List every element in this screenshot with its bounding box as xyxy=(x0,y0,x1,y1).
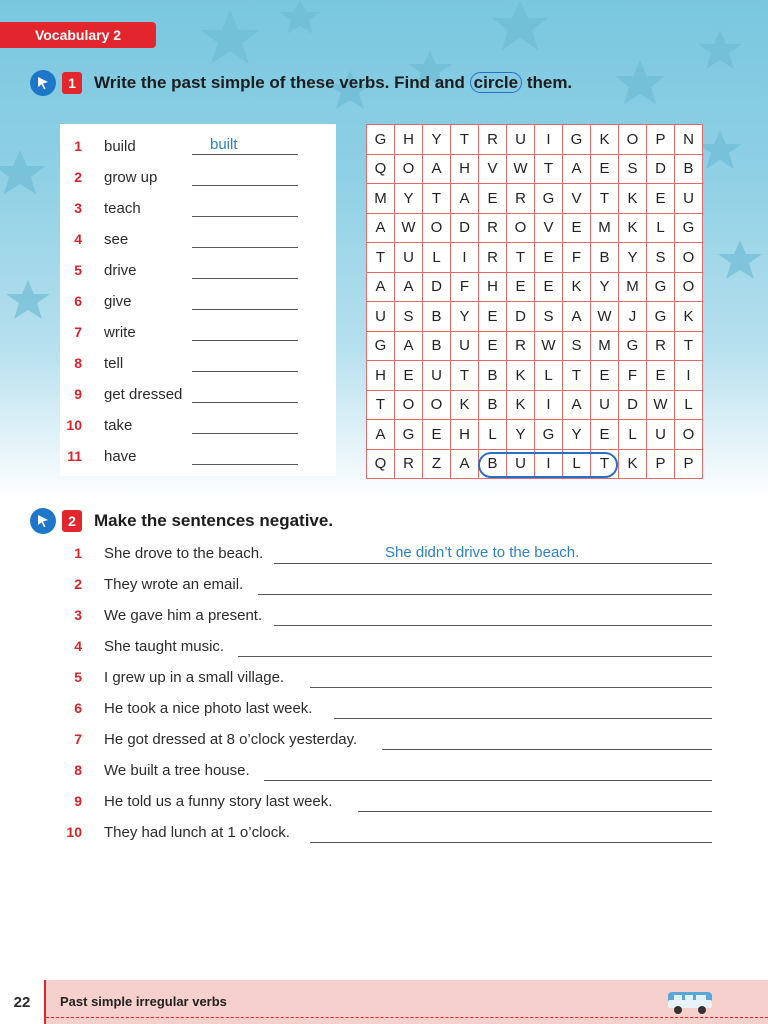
grid-cell[interactable]: V xyxy=(563,184,591,214)
grid-cell[interactable]: Y xyxy=(451,302,479,332)
grid-cell[interactable]: K xyxy=(507,391,535,421)
grid-cell[interactable]: O xyxy=(423,391,451,421)
grid-cell[interactable]: I xyxy=(451,243,479,273)
grid-cell[interactable]: S xyxy=(647,243,675,273)
exercise-number: 1 xyxy=(62,72,82,94)
grid-cell[interactable]: T xyxy=(591,450,619,480)
grid-cell[interactable]: T xyxy=(675,332,703,362)
grid-cell[interactable]: U xyxy=(507,125,535,155)
footer-title: Past simple irregular verbs xyxy=(60,994,227,1009)
grid-cell[interactable]: B xyxy=(675,155,703,185)
grid-cell[interactable]: E xyxy=(591,155,619,185)
answer-line[interactable] xyxy=(274,563,712,564)
grid-cell[interactable]: E xyxy=(479,184,507,214)
grid-cell[interactable]: S xyxy=(619,155,647,185)
grid-cell[interactable]: K xyxy=(451,391,479,421)
grid-cell[interactable]: T xyxy=(591,184,619,214)
grid-cell[interactable]: I xyxy=(535,391,563,421)
answer-line[interactable] xyxy=(192,185,298,186)
grid-cell[interactable]: O xyxy=(675,243,703,273)
grid-cell[interactable]: G xyxy=(647,273,675,303)
grid-cell[interactable]: I xyxy=(535,450,563,480)
answer-text: She didn’t drive to the beach. xyxy=(385,544,580,561)
answer-line[interactable] xyxy=(192,340,298,341)
grid-cell[interactable]: Y xyxy=(591,273,619,303)
grid-cell[interactable]: S xyxy=(535,302,563,332)
page-number: 22 xyxy=(0,980,46,1024)
grid-cell[interactable]: G xyxy=(535,420,563,450)
word-search-grid[interactable] xyxy=(366,124,703,479)
grid-cell[interactable]: L xyxy=(647,214,675,244)
grid-cell[interactable]: Y xyxy=(563,420,591,450)
grid-cell[interactable]: L xyxy=(675,391,703,421)
grid-cell[interactable]: Y xyxy=(619,243,647,273)
grid-cell[interactable]: B xyxy=(591,243,619,273)
grid-cell[interactable]: T xyxy=(563,361,591,391)
grid-cell[interactable]: E xyxy=(479,302,507,332)
grid-cell[interactable]: E xyxy=(563,214,591,244)
grid-cell[interactable]: U xyxy=(647,420,675,450)
grid-cell[interactable]: G xyxy=(367,332,395,362)
grid-cell[interactable]: Y xyxy=(395,184,423,214)
grid-cell[interactable]: E xyxy=(591,420,619,450)
grid-cell[interactable]: B xyxy=(479,361,507,391)
grid-cell[interactable]: G xyxy=(647,302,675,332)
exercise-2-heading xyxy=(30,508,333,534)
answer-line[interactable] xyxy=(192,216,298,217)
camper-van-icon xyxy=(666,988,716,1016)
answer-line[interactable] xyxy=(192,247,298,248)
verb-list: 1 build built 2 grow up 3 teach 4 see 5 drive 6 give 7 write 8 tell 9 get dressed 10 take 11 have xyxy=(60,124,336,476)
grid-cell[interactable]: G xyxy=(535,184,563,214)
grid-cell[interactable]: Y xyxy=(423,125,451,155)
answer-line[interactable] xyxy=(274,625,712,626)
grid-cell[interactable]: O xyxy=(619,125,647,155)
circled-word: circle xyxy=(470,72,522,93)
grid-cell[interactable]: O xyxy=(675,273,703,303)
grid-cell[interactable]: R xyxy=(479,214,507,244)
grid-cell[interactable]: M xyxy=(591,214,619,244)
grid-cell[interactable]: I xyxy=(675,361,703,391)
grid-cell[interactable]: A xyxy=(395,273,423,303)
answer-line[interactable] xyxy=(192,433,298,434)
grid-cell[interactable]: E xyxy=(647,184,675,214)
grid-cell[interactable]: J xyxy=(619,302,647,332)
answer-line[interactable] xyxy=(264,780,712,781)
grid-cell[interactable]: R xyxy=(507,332,535,362)
grid-cell[interactable]: P xyxy=(647,125,675,155)
grid-cell[interactable]: B xyxy=(479,391,507,421)
sentence-item: 3 We gave him a present. xyxy=(60,604,720,628)
grid-cell[interactable]: H xyxy=(451,420,479,450)
grid-cell[interactable]: K xyxy=(619,214,647,244)
section-badge: Vocabulary 2 xyxy=(0,22,156,48)
grid-cell[interactable]: H xyxy=(479,273,507,303)
answer-line[interactable] xyxy=(358,811,712,812)
grid-cell[interactable]: F xyxy=(451,273,479,303)
grid-cell[interactable]: M xyxy=(591,332,619,362)
grid-cell[interactable]: Y xyxy=(507,420,535,450)
grid-cell[interactable]: Z xyxy=(423,450,451,480)
grid-cell[interactable]: D xyxy=(423,273,451,303)
grid-cell[interactable]: E xyxy=(535,243,563,273)
circled-word-built xyxy=(478,452,618,478)
grid-cell[interactable]: T xyxy=(507,243,535,273)
grid-cell[interactable]: L xyxy=(479,420,507,450)
grid-cell[interactable]: U xyxy=(507,450,535,480)
answer-line[interactable] xyxy=(310,687,712,688)
grid-cell[interactable]: W xyxy=(395,214,423,244)
grid-cell[interactable]: Q xyxy=(367,155,395,185)
sentence-item: 9 He told us a funny story last week. xyxy=(60,790,720,814)
grid-cell[interactable]: V xyxy=(535,214,563,244)
answer-line[interactable] xyxy=(192,402,298,403)
grid-cell[interactable]: F xyxy=(563,243,591,273)
grid-cell[interactable]: F xyxy=(619,361,647,391)
grid-cell[interactable]: O xyxy=(507,214,535,244)
grid-cell[interactable]: Q xyxy=(367,450,395,480)
grid-cell[interactable]: D xyxy=(507,302,535,332)
grid-cell[interactable]: R xyxy=(507,184,535,214)
grid-cell[interactable]: O xyxy=(395,391,423,421)
grid-cell[interactable]: H xyxy=(395,125,423,155)
footer-divider xyxy=(46,1017,768,1018)
grid-cell[interactable]: E xyxy=(591,361,619,391)
grid-cell[interactable]: E xyxy=(479,332,507,362)
sentence-item: 5 I grew up in a small village. xyxy=(60,666,720,690)
grid-cell[interactable]: M xyxy=(619,273,647,303)
grid-cell[interactable]: U xyxy=(591,391,619,421)
grid-cell[interactable]: W xyxy=(591,302,619,332)
grid-cell[interactable]: G xyxy=(395,420,423,450)
grid-cell[interactable]: R xyxy=(479,125,507,155)
grid-cell[interactable]: W xyxy=(535,332,563,362)
answer-line[interactable] xyxy=(334,718,712,719)
grid-cell[interactable]: T xyxy=(451,125,479,155)
grid-cell[interactable]: I xyxy=(535,125,563,155)
grid-cell[interactable]: O xyxy=(395,155,423,185)
grid-cell[interactable]: H xyxy=(367,361,395,391)
grid-cell[interactable]: L xyxy=(423,243,451,273)
grid-cell[interactable]: D xyxy=(619,391,647,421)
answer-line[interactable] xyxy=(192,464,298,465)
grid-cell[interactable]: E xyxy=(395,361,423,391)
grid-cell[interactable]: A xyxy=(563,155,591,185)
grid-cell[interactable]: D xyxy=(451,214,479,244)
grid-cell[interactable]: M xyxy=(367,184,395,214)
grid-cell[interactable]: H xyxy=(451,155,479,185)
grid-cell[interactable]: O xyxy=(423,214,451,244)
sentence-item: 10 They had lunch at 1 o’clock. xyxy=(60,821,720,845)
grid-cell[interactable]: A xyxy=(451,450,479,480)
sentence-item: 6 He took a nice photo last week. xyxy=(60,697,720,721)
sentence-item: 8 We built a tree house. xyxy=(60,759,720,783)
exercise-1-heading xyxy=(30,70,572,96)
cursor-arrow-icon[interactable] xyxy=(30,508,56,534)
grid-cell[interactable]: A xyxy=(395,332,423,362)
page-footer xyxy=(0,980,768,1024)
grid-cell[interactable]: L xyxy=(619,420,647,450)
grid-cell[interactable]: R xyxy=(479,243,507,273)
grid-cell[interactable]: S xyxy=(395,302,423,332)
grid-cell[interactable]: R xyxy=(647,332,675,362)
grid-cell[interactable]: U xyxy=(367,302,395,332)
exercise-number: 2 xyxy=(62,510,82,532)
sentence-item: 4 She taught music. xyxy=(60,635,720,659)
grid-cell[interactable]: K xyxy=(591,125,619,155)
grid-cell[interactable]: V xyxy=(479,155,507,185)
grid-cell[interactable]: R xyxy=(395,450,423,480)
grid-cell[interactable]: E xyxy=(423,420,451,450)
grid-cell[interactable]: U xyxy=(423,361,451,391)
grid-cell[interactable]: D xyxy=(647,155,675,185)
sentence-item: 2 They wrote an email. xyxy=(60,573,720,597)
grid-cell[interactable]: A xyxy=(451,184,479,214)
grid-cell[interactable]: E xyxy=(647,361,675,391)
grid-cell[interactable]: T xyxy=(535,155,563,185)
sentence-item: 7 He got dressed at 8 o’clock yesterday. xyxy=(60,728,720,752)
grid-cell[interactable]: G xyxy=(675,214,703,244)
grid-cell[interactable]: B xyxy=(423,332,451,362)
grid-cell[interactable]: A xyxy=(423,155,451,185)
cursor-arrow-icon[interactable] xyxy=(30,70,56,96)
grid-cell[interactable]: K xyxy=(675,302,703,332)
grid-cell[interactable]: O xyxy=(675,420,703,450)
answer-line[interactable] xyxy=(192,371,298,372)
grid-cell[interactable]: B xyxy=(423,302,451,332)
grid-cell[interactable]: T xyxy=(367,391,395,421)
grid-cell[interactable]: S xyxy=(563,332,591,362)
grid-cell[interactable]: W xyxy=(507,155,535,185)
grid-cell[interactable]: G xyxy=(367,125,395,155)
grid-cell[interactable]: L xyxy=(563,450,591,480)
answer-line[interactable] xyxy=(192,278,298,279)
exercise-title: Write the past simple of these verbs. Find and circle them. xyxy=(94,73,573,92)
grid-cell[interactable]: A xyxy=(367,214,395,244)
grid-cell[interactable]: U xyxy=(675,184,703,214)
grid-cell[interactable]: E xyxy=(507,273,535,303)
answer-line[interactable] xyxy=(382,749,712,750)
exercise-title: Make the sentences negative. xyxy=(94,511,334,530)
grid-cell[interactable]: K xyxy=(563,273,591,303)
grid-cell[interactable]: A xyxy=(563,302,591,332)
grid-cell[interactable]: L xyxy=(535,361,563,391)
grid-cell[interactable]: A xyxy=(367,420,395,450)
grid-cell[interactable]: U xyxy=(451,332,479,362)
answer-line[interactable] xyxy=(192,154,298,155)
grid-cell[interactable]: T xyxy=(423,184,451,214)
grid-cell[interactable]: A xyxy=(367,273,395,303)
grid-cell[interactable]: U xyxy=(395,243,423,273)
grid-cell[interactable]: A xyxy=(563,391,591,421)
grid-cell[interactable]: K xyxy=(619,184,647,214)
grid-cell[interactable]: P xyxy=(647,450,675,480)
grid-cell[interactable]: P xyxy=(675,450,703,480)
answer-line[interactable] xyxy=(192,309,298,310)
grid-cell[interactable]: W xyxy=(647,391,675,421)
grid-cell[interactable]: G xyxy=(563,125,591,155)
grid-cell[interactable]: N xyxy=(675,125,703,155)
sentence-item: 1 She drove to the beach. She didn’t drive to the beach. xyxy=(60,542,720,566)
answer-line[interactable] xyxy=(310,842,712,843)
grid-cell[interactable]: K xyxy=(507,361,535,391)
answer-line[interactable] xyxy=(258,594,712,595)
grid-cell[interactable]: E xyxy=(535,273,563,303)
grid-cell[interactable]: G xyxy=(619,332,647,362)
grid-cell[interactable]: T xyxy=(451,361,479,391)
grid-cell[interactable]: T xyxy=(367,243,395,273)
answer-text: built xyxy=(210,136,238,153)
grid-cell[interactable]: B xyxy=(479,450,507,480)
grid-cell[interactable]: K xyxy=(619,450,647,480)
answer-line[interactable] xyxy=(238,656,712,657)
